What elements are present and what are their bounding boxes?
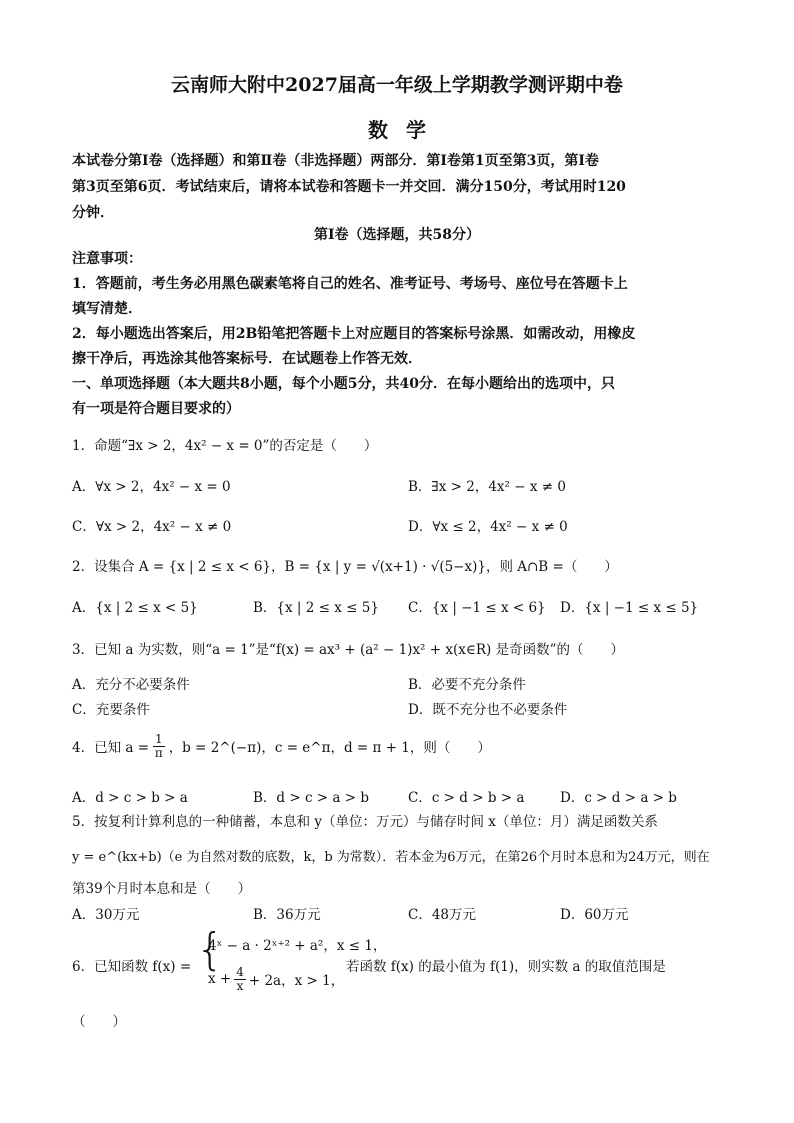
note-1-line-2: 填写清楚． bbox=[72, 301, 142, 317]
note-2-line-1: 2．每小题选出答案后，用2B铅笔把答题卡上对应题目的答案标号涂黑．如需改动，用橡皮 bbox=[72, 326, 636, 342]
q3-stem: 3．已知 a 为实数，则“a = 1”是“f(x) = ax³ + (a² − 1)x² + x(x∈R) 是奇函数”的（ ） bbox=[72, 642, 624, 658]
q1-stem: 1．命题“∃x > 2，4x² − x = 0”的否定是（ ） bbox=[72, 438, 378, 454]
q4-option-d: D．c > d > a > b bbox=[560, 790, 677, 806]
intro-line-1: 本试卷分第Ⅰ卷（选择题）和第Ⅱ卷（非选择题）两部分．第Ⅰ卷第1页至第3页，第Ⅰ卷 bbox=[72, 153, 599, 169]
q3-option-d: D．既不充分也不必要条件 bbox=[408, 702, 568, 718]
q4-option-a: A．d > c > b > a bbox=[72, 790, 188, 806]
note-1-line-1: 1．答题前，考生务必用黑色碳素笔将自己的姓名、准考证号、考场号、座位号在答题卡上 bbox=[72, 276, 628, 292]
section-heading: 第Ⅰ卷（选择题，共58分） bbox=[313, 227, 481, 243]
q1-option-a: A．∀x > 2，4x² − x = 0 bbox=[72, 479, 231, 495]
q3-option-b: B．必要不充分条件 bbox=[408, 677, 526, 693]
q5-option-b: B．36万元 bbox=[253, 907, 321, 923]
q6-case-2 bbox=[208, 966, 344, 992]
q5-option-a: A．30万元 bbox=[72, 907, 140, 923]
q1-option-d: D．∀x ≤ 2，4x² − x ≠ 0 bbox=[408, 519, 568, 535]
part-1-heading-line-2: 有一项是符合题目要求的） bbox=[72, 401, 240, 417]
q5-line-3: 第39个月时本息和是（ ） bbox=[72, 881, 252, 897]
q4-fraction-numerator: 1 bbox=[155, 732, 163, 746]
q4-fraction-denominator: π bbox=[154, 745, 163, 760]
q1-option-c: C．∀x > 2，4x² − x ≠ 0 bbox=[72, 519, 232, 535]
q4-option-c: C．c > d > b > a bbox=[408, 790, 525, 806]
q5-option-d: D．60万元 bbox=[560, 907, 629, 923]
q6-fraction-numerator: 4 bbox=[236, 965, 244, 979]
q5-line-2: y = e^(kx+b)（e 为自然对数的底数，k，b 为常数）．若本金为6万元，在第26个月时本息和为24万元，则在 bbox=[72, 850, 710, 865]
notes-title: 注意事项： bbox=[72, 251, 142, 267]
part-1-heading-line-1: 一、单项选择题（本大题共8小题，每个小题5分，共40分．在每小题给出的选项中，只 bbox=[72, 376, 615, 392]
q6-answer-paren: （ ） bbox=[72, 1014, 126, 1030]
q6-prefix: 6．已知函数 f(x) = bbox=[72, 959, 192, 975]
q4-stem-prefix: 4．已知 a = bbox=[72, 740, 150, 757]
intro-line-3: 分钟． bbox=[72, 205, 114, 221]
q6-case-2-prefix: x + bbox=[208, 971, 232, 988]
q3-option-c: C．充要条件 bbox=[72, 702, 150, 718]
q5-option-c: C．48万元 bbox=[408, 907, 477, 923]
q4-stem bbox=[72, 733, 491, 759]
q6-case-1: 4ˣ − a · 2ˣ⁺² + a²，x ≤ 1， bbox=[208, 938, 387, 954]
q2-option-c: C．{x | −1 ≤ x < 6} bbox=[408, 600, 546, 616]
q4-option-b: B．d > c > a > b bbox=[253, 790, 369, 806]
q6-case-2-suffix: + 2a，x > 1， bbox=[248, 973, 345, 990]
q2-option-b: B．{x | 2 ≤ x ≤ 5} bbox=[253, 600, 379, 616]
q6-fraction-denominator: x bbox=[236, 978, 244, 993]
q6-case-2-fraction bbox=[234, 966, 246, 992]
q1-option-b: B．∃x > 2，4x² − x ≠ 0 bbox=[408, 479, 566, 495]
exam-subject: 数学 bbox=[368, 118, 444, 142]
q3-option-a: A．充分不必要条件 bbox=[72, 677, 190, 693]
q6-brace: { bbox=[196, 924, 224, 975]
q4-fraction bbox=[153, 733, 165, 759]
exam-title: 云南师大附中2027届高一年级上学期教学测评期中卷 bbox=[171, 74, 623, 96]
note-2-line-2: 擦干净后，再选涂其他答案标号．在试题卷上作答无效． bbox=[72, 351, 422, 367]
intro-line-2: 第3页至第6页．考试结束后，请将本试卷和答题卡一并交回．满分150分，考试用时120 bbox=[72, 179, 626, 195]
q6-suffix: 若函数 f(x) 的最小值为 f(1)，则实数 a 的取值范围是 bbox=[346, 959, 666, 975]
q4-stem-suffix: ，b = 2^(−π)，c = e^π，d = π + 1，则（ ） bbox=[168, 740, 491, 757]
q2-stem: 2．设集合 A = {x | 2 ≤ x < 6}，B = {x | y = √(x+1) · √(5−x)}，则 A∩B =（ ） bbox=[72, 559, 618, 575]
q2-option-a: A．{x | 2 ≤ x < 5} bbox=[72, 600, 198, 616]
q5-line-1: 5．按复利计算利息的一种储蓄，本息和 y（单位：万元）与储存时间 x（单位：月）满足函数关系 bbox=[72, 814, 658, 830]
q2-option-d: D．{x | −1 ≤ x ≤ 5} bbox=[560, 600, 699, 616]
